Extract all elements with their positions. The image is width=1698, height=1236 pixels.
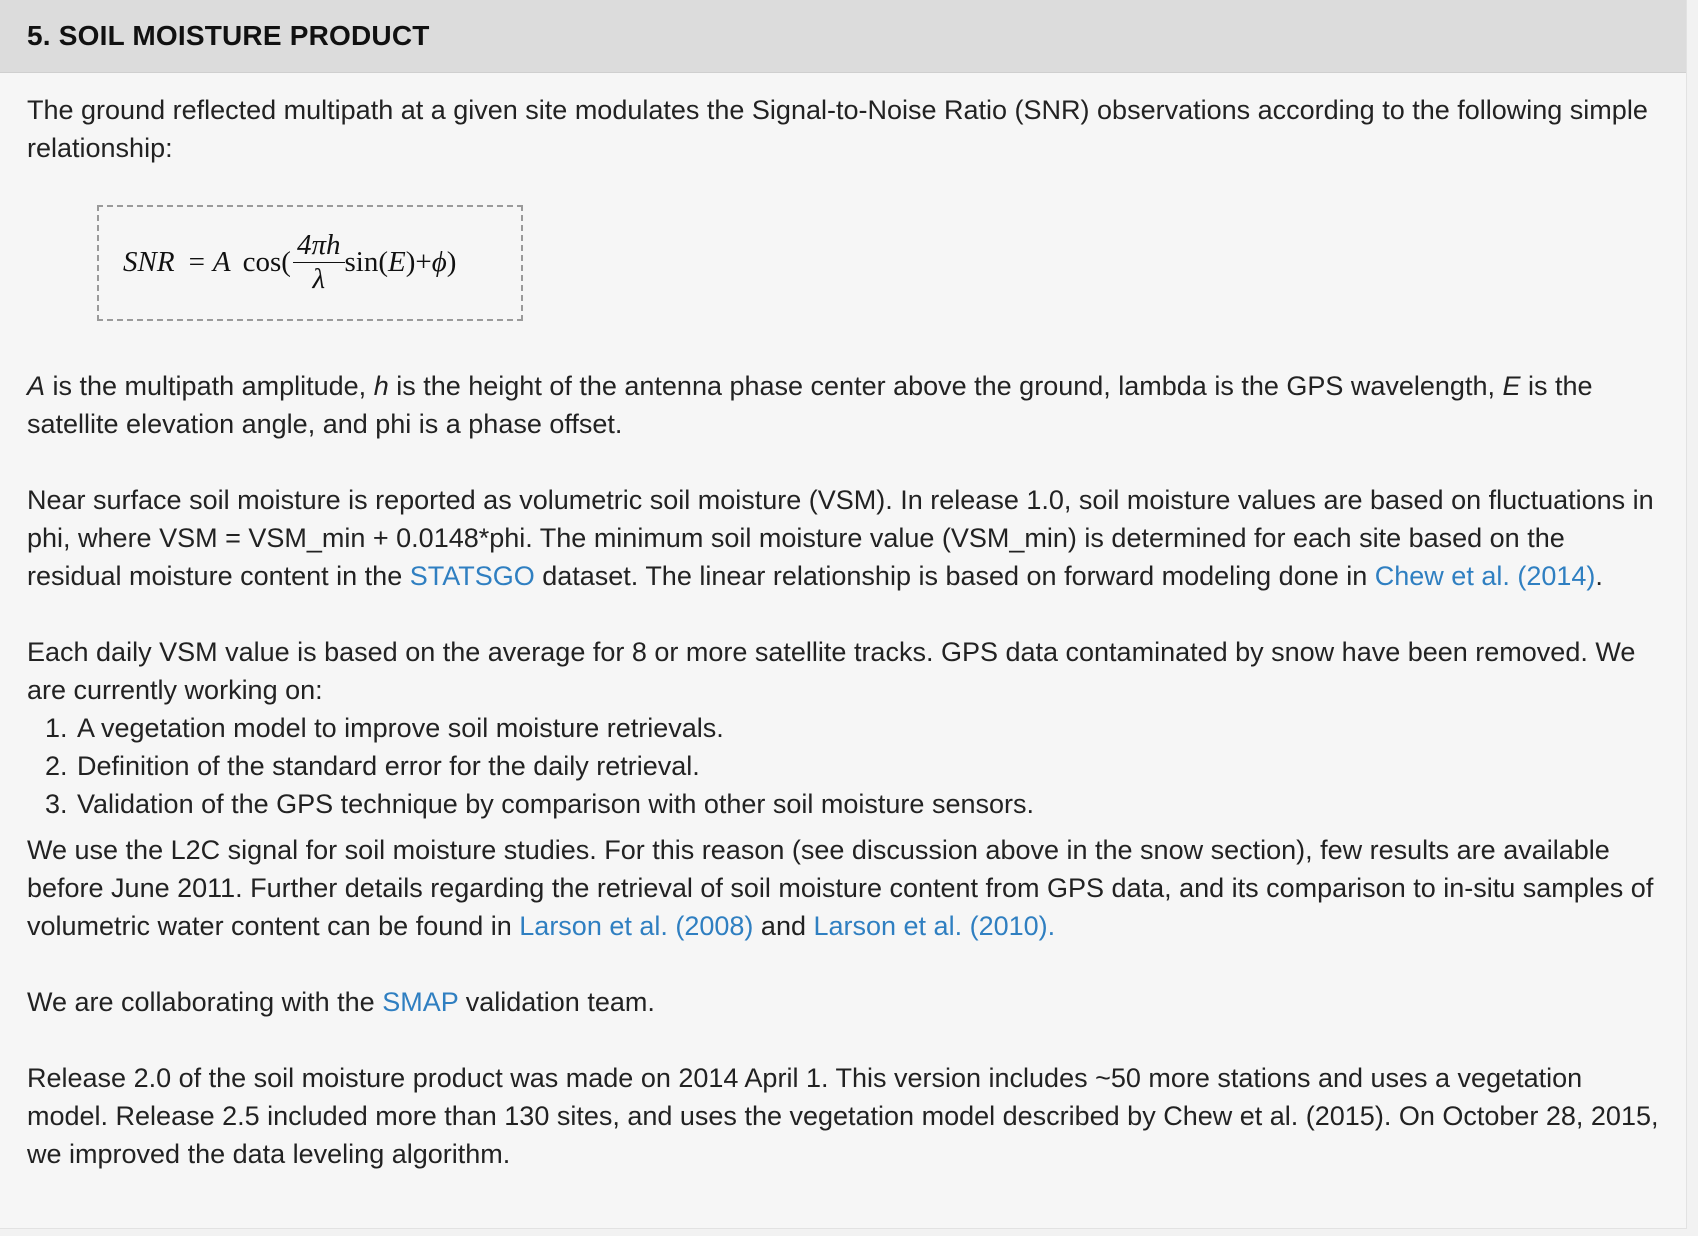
def-h: h bbox=[373, 371, 389, 401]
section-title: 5. SOIL MOISTURE PRODUCT bbox=[27, 20, 430, 51]
list-item: 1. A vegetation model to improve soil moisture retrievals. bbox=[75, 709, 1659, 747]
eq-cos: cos( bbox=[242, 246, 291, 278]
smap-text-1: We are collaborating with the bbox=[27, 987, 383, 1017]
l2c-paragraph bbox=[27, 831, 1659, 945]
definitions-paragraph bbox=[27, 367, 1659, 443]
eq-fraction bbox=[293, 230, 345, 295]
chew-2014-link[interactable]: Chew et al. (2014) bbox=[1374, 561, 1596, 591]
def-e: E bbox=[1502, 371, 1521, 401]
work-items-list bbox=[27, 709, 1659, 823]
smap-paragraph bbox=[27, 983, 1659, 1021]
def-a: A bbox=[27, 371, 46, 401]
smap-link[interactable]: SMAP bbox=[382, 987, 459, 1017]
larson-2010-link[interactable]: Larson et al. (2010). bbox=[813, 911, 1056, 941]
vsm-text-1: Near surface soil moisture is reported as volumetric soil moisture (VSM). In release 1.0, soil moisture values are based on fluctuations in phi, where VSM = VSM_min + 0.0148*phi. The minimum soil moisture value (VSM_min) is determined for each site based on the residual moisture content in the bbox=[27, 485, 1654, 591]
intro-paragraph: The ground reflected multipath at a given site modulates the Signal-to-Noise Ratio (SNR) observations according to the following simple relationship: bbox=[27, 95, 1648, 163]
larson-2008-link[interactable]: Larson et al. (2008) bbox=[519, 911, 754, 941]
vsm-paragraph bbox=[27, 481, 1659, 595]
eq-phase: ϕ bbox=[431, 246, 447, 278]
eq-close: ) bbox=[446, 246, 457, 278]
list-item: 2. Definition of the standard error for the daily retrieval. bbox=[75, 747, 1659, 785]
daily-paragraph: Each daily VSM value is based on the average for 8 or more satellite tracks. GPS data contaminated by snow have been removed. We are currently working on: bbox=[27, 637, 1636, 705]
eq-amplitude: A bbox=[212, 246, 231, 278]
snr-equation bbox=[123, 223, 456, 301]
list-item: 3. Validation of the GPS technique by comparison with other soil moisture sensors. bbox=[75, 785, 1659, 823]
eq-denominator: λ bbox=[312, 262, 326, 295]
section-content bbox=[0, 73, 1686, 1173]
eq-elevation: E bbox=[388, 246, 406, 278]
snr-equation-box bbox=[97, 205, 523, 321]
eq-sin: sin( bbox=[344, 246, 388, 278]
def-text-3: is the satellite elevation angle, and phi is a phase offset. bbox=[27, 371, 1593, 439]
l2c-and: and bbox=[753, 911, 814, 941]
eq-lhs: SNR bbox=[123, 246, 175, 278]
eq-numerator: 4πh bbox=[293, 230, 345, 263]
smap-text-2: validation team. bbox=[458, 987, 655, 1017]
eq-plus: )+ bbox=[405, 246, 432, 278]
section-header bbox=[0, 0, 1686, 73]
eq-equals: = bbox=[188, 246, 205, 278]
statsgo-link[interactable]: STATSGO bbox=[409, 561, 535, 591]
vsm-text-2: dataset. The linear relationship is based on forward modeling done in bbox=[534, 561, 1375, 591]
l2c-text-1: We use the L2C signal for soil moisture studies. For this reason (see discussion above in the snow section), few results are available before June 2011. Further details regarding the retrieval of soil moisture content from GPS data, and its comparison to in-situ samples of volumetric water content can be found in bbox=[27, 835, 1654, 941]
release-paragraph: Release 2.0 of the soil moisture product was made on 2014 April 1. This version includes ~50 more stations and uses a vegetation model. Release 2.5 included more than 130 sites, and uses the vegetation model described by Chew et al. (2015). On October 28, 2015, we improved the data leveling algorithm. bbox=[27, 1063, 1659, 1169]
def-text-1: is the multipath amplitude, bbox=[45, 371, 374, 401]
def-text-2: is the height of the antenna phase center above the ground, lambda is the GPS wavelength, bbox=[388, 371, 1503, 401]
vsm-text-3: . bbox=[1595, 561, 1603, 591]
